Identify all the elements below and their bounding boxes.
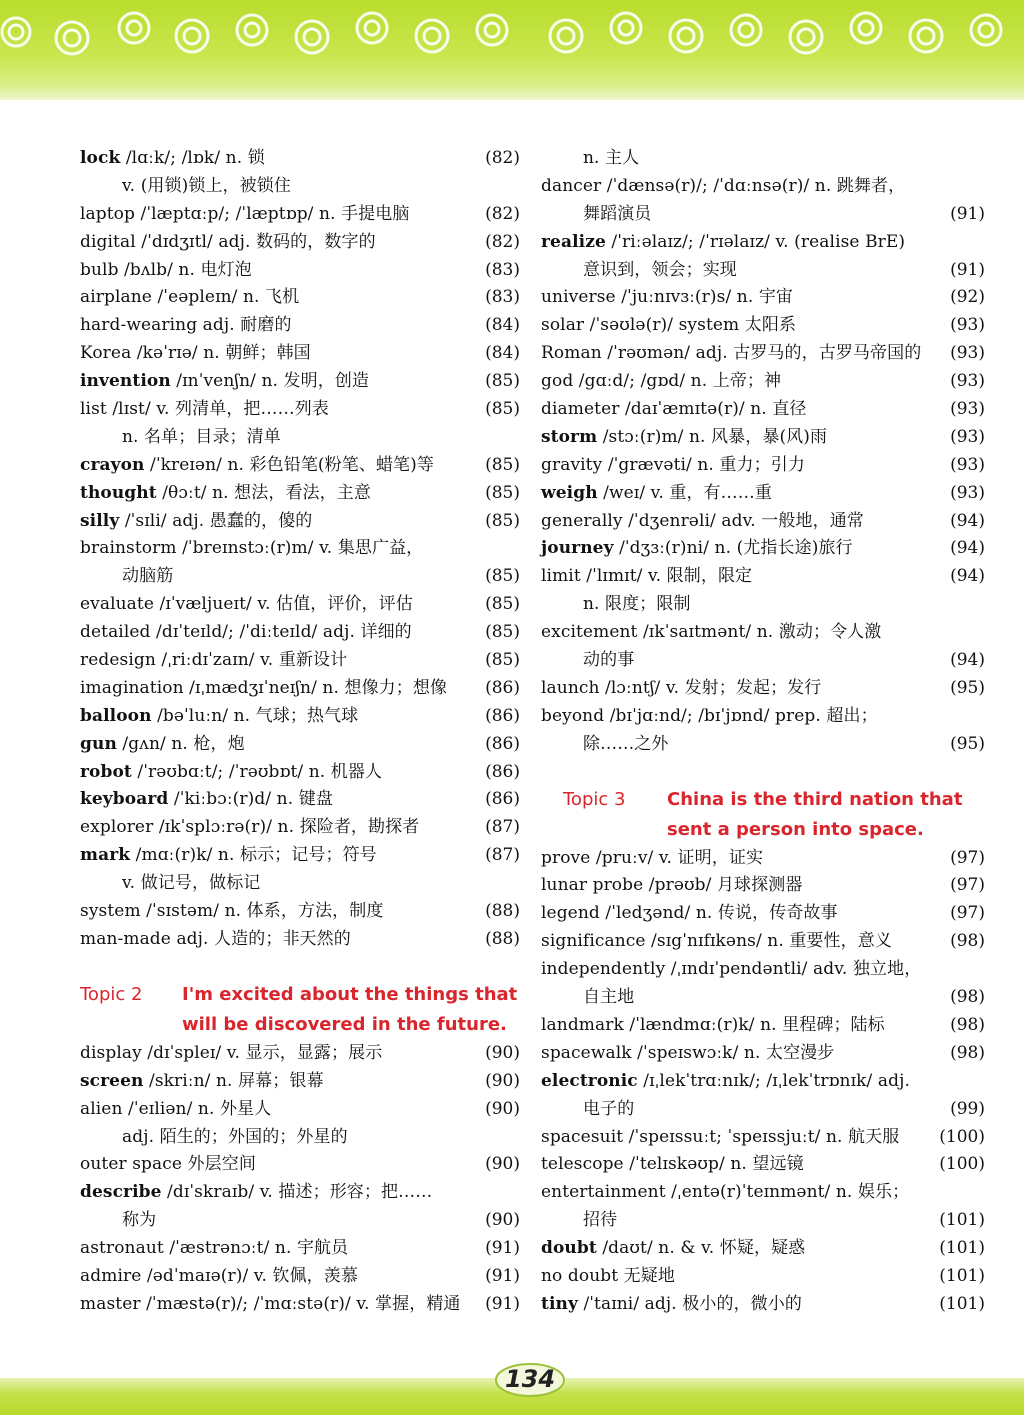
entry-text: system /ˈsɪstəm/ n. 体系，方法，制度 xyxy=(80,901,384,922)
vocab-entry xyxy=(80,535,520,563)
vocab-entry xyxy=(80,1235,520,1263)
entry-text: evaluate /ɪˈvæljueɪt/ v. 估值，评价，评估 xyxy=(80,594,413,615)
entry-page-ref: (85) xyxy=(485,482,520,503)
entry-page-ref: (85) xyxy=(485,622,520,643)
entry-text: thought /θɔːt/ n. 想法，看法，主意 xyxy=(80,482,371,503)
entry-text: hard-wearing adj. 耐磨的 xyxy=(80,315,292,336)
vocab-entry xyxy=(80,368,520,396)
entry-page-ref: (93) xyxy=(950,315,985,336)
vocab-entry xyxy=(80,814,520,842)
vocab-entry xyxy=(541,535,985,563)
vocab-entry xyxy=(541,900,985,928)
entry-page-ref: (86) xyxy=(485,733,520,754)
vocab-entry xyxy=(541,173,985,201)
entry-text: redesign /ˌriːdɪˈzaɪn/ v. 重新设计 xyxy=(80,650,348,671)
entry-text: 电子的 xyxy=(583,1098,635,1119)
entry-text: lunar probe /prəʊb/ 月球探测器 xyxy=(541,875,803,896)
entry-page-ref: (90) xyxy=(485,1210,520,1231)
vocab-entry xyxy=(541,956,985,984)
vocab-entry xyxy=(541,984,985,1012)
entry-text: brainstorm /ˈbreɪnstɔː(r)m/ v. 集思广益， xyxy=(80,538,424,559)
entry-page-ref: (101) xyxy=(939,1210,985,1231)
entry-text: landmark /ˈlændmɑː(r)k/ n. 里程碑；陆标 xyxy=(541,1014,885,1035)
entry-text: digital /ˈdɪdʒɪtl/ adj. 数码的，数字的 xyxy=(80,231,376,252)
vocab-entry xyxy=(541,1151,985,1179)
entry-page-ref: (98) xyxy=(950,931,985,952)
vocab-entry xyxy=(541,201,985,229)
entry-page-ref: (87) xyxy=(485,817,520,838)
entry-page-ref: (86) xyxy=(485,761,520,782)
entry-page-ref: (93) xyxy=(950,454,985,475)
vocab-entry xyxy=(80,396,520,424)
entry-page-ref: (98) xyxy=(950,1042,985,1063)
entry-text: universe /ˈjuːnɪvɜː(r)s/ n. 宇宙 xyxy=(541,287,794,308)
entry-text: 称为 xyxy=(122,1210,157,1231)
entry-page-ref: (95) xyxy=(950,733,985,754)
vocab-entry xyxy=(80,340,520,368)
vocab-entry xyxy=(80,926,520,954)
vocab-entry xyxy=(541,1124,985,1152)
entry-text: telescope /ˈtelɪskəʊp/ n. 望远镜 xyxy=(541,1154,804,1175)
entry-text: excitement /ɪkˈsaɪtmənt/ n. 激动；令人激 xyxy=(541,622,882,643)
entry-text: n. 限度；限制 xyxy=(583,594,691,615)
entry-text: gravity /ˈgrævəti/ n. 重力；引力 xyxy=(541,454,805,475)
vocab-entry xyxy=(541,928,985,956)
entry-text: explorer /ɪkˈsplɔːrə(r)/ n. 探险者，勘探者 xyxy=(80,817,420,838)
entry-page-ref: (94) xyxy=(950,650,985,671)
entry-text: describe /dɪˈskraɪb/ v. 描述；形容；把…… xyxy=(80,1182,433,1203)
entry-text: realize /ˈriːəlaɪz/; /ˈrɪəlaɪz/ v. (realise BrE) xyxy=(541,231,906,252)
entry-page-ref: (90) xyxy=(485,1098,520,1119)
entry-page-ref: (101) xyxy=(939,1265,985,1286)
vocab-entry xyxy=(80,703,520,731)
entry-text: v. 做记号，做标记 xyxy=(122,873,261,894)
vocab-entry xyxy=(80,201,520,229)
vocab-entry xyxy=(80,480,520,508)
entry-page-ref: (93) xyxy=(950,426,985,447)
vocab-entry xyxy=(541,1096,985,1124)
entry-text: alien /ˈeɪliən/ n. 外星人 xyxy=(80,1098,272,1119)
entry-text: independently /ˌɪndɪˈpendəntli/ adv. 独立地， xyxy=(541,959,922,980)
vocab-entry xyxy=(541,872,985,900)
entry-text: crayon /ˈkreɪən/ n. 彩色铅笔(粉笔、蜡笔)等 xyxy=(80,454,434,475)
entry-page-ref: (90) xyxy=(485,1070,520,1091)
vocab-entry xyxy=(80,1124,520,1152)
entry-text: n. 名单；目录；清单 xyxy=(122,426,281,447)
vocab-entry xyxy=(80,173,520,201)
vocab-entry xyxy=(80,312,520,340)
topic-2-heading xyxy=(80,980,520,1040)
entry-text: significance /sɪgˈnɪfɪkəns/ n. 重要性，意义 xyxy=(541,931,892,952)
vocab-entry xyxy=(80,786,520,814)
vocab-entry xyxy=(80,898,520,926)
entry-page-ref: (98) xyxy=(950,1014,985,1035)
entry-page-ref: (97) xyxy=(950,903,985,924)
entry-page-ref: (101) xyxy=(939,1238,985,1259)
vocab-entry xyxy=(80,591,520,619)
vocab-entry xyxy=(541,480,985,508)
entry-page-ref: (82) xyxy=(485,148,520,168)
entry-page-ref: (93) xyxy=(950,482,985,503)
vocab-entry xyxy=(80,508,520,536)
entry-page-ref: (94) xyxy=(950,538,985,559)
topic-title-line2: sent a person into space. xyxy=(667,818,924,840)
vocab-entry xyxy=(541,675,985,703)
vocab-entry xyxy=(541,1235,985,1263)
entry-page-ref: (86) xyxy=(485,789,520,810)
entry-text: bulb /bʌlb/ n. 电灯泡 xyxy=(80,259,252,280)
entry-text: Roman /ˈrəʊmən/ adj. 古罗马的，古罗马帝国的 xyxy=(541,343,922,364)
vocab-list-topic2-cont xyxy=(541,145,985,759)
left-column xyxy=(80,145,520,1319)
entry-text: beyond /bɪˈjɑːnd/; /bɪˈjɒnd/ prep. 超出； xyxy=(541,705,878,726)
header-decoration xyxy=(0,0,1024,100)
entry-text: 招待 xyxy=(583,1210,618,1231)
entry-text: lock /lɑːk/; /lɒk/ n. 锁 xyxy=(80,148,265,168)
entry-page-ref: (95) xyxy=(950,677,985,698)
vocab-entry xyxy=(541,508,985,536)
entry-page-ref: (91) xyxy=(485,1293,520,1314)
vocab-entry xyxy=(541,591,985,619)
vocab-entry xyxy=(541,1012,985,1040)
entry-text: prove /pruːv/ v. 证明，证实 xyxy=(541,847,764,868)
topic-label: Topic 3 xyxy=(563,788,626,810)
entry-text: solar /ˈsəʊlə(r)/ system 太阳系 xyxy=(541,315,797,336)
entry-text: spacewalk /ˈspeɪswɔːk/ n. 太空漫步 xyxy=(541,1042,835,1063)
entry-page-ref: (100) xyxy=(939,1154,985,1175)
entry-text: balloon /bəˈluːn/ n. 气球；热气球 xyxy=(80,705,359,726)
vocab-entry xyxy=(80,424,520,452)
vocab-entry xyxy=(541,145,985,173)
vocab-list-topic3 xyxy=(541,845,985,1319)
vocab-entry xyxy=(541,1179,985,1207)
entry-page-ref: (84) xyxy=(485,343,520,364)
vocab-entry xyxy=(541,396,985,424)
vocab-entry xyxy=(541,731,985,759)
entry-text: screen /skriːn/ n. 屏幕；银幕 xyxy=(80,1070,324,1091)
entry-page-ref: (93) xyxy=(950,343,985,364)
entry-page-ref: (82) xyxy=(485,203,520,224)
entry-page-ref: (98) xyxy=(950,987,985,1008)
vocab-entry xyxy=(80,619,520,647)
vocab-entry xyxy=(80,1179,520,1207)
vocab-entry xyxy=(80,1291,520,1319)
entry-text: diameter /daɪˈæmɪtə(r)/ n. 直径 xyxy=(541,399,807,420)
entry-text: god /gɑːd/; /gɒd/ n. 上帝；神 xyxy=(541,371,782,392)
entry-text: 除……之外 xyxy=(583,733,669,754)
topic-title-line1: China is the third nation that xyxy=(667,788,963,810)
entry-text: robot /ˈrəʊbɑːt/; /ˈrəʊbɒt/ n. 机器人 xyxy=(80,761,383,782)
entry-page-ref: (88) xyxy=(485,928,520,949)
vocab-entry xyxy=(80,1151,520,1179)
entry-text: laptop /ˈlæptɑːp/; /ˈlæptɒp/ n. 手提电脑 xyxy=(80,203,410,224)
entry-page-ref: (86) xyxy=(485,705,520,726)
entry-text: outer space 外层空间 xyxy=(80,1154,256,1175)
vocab-entry xyxy=(80,1096,520,1124)
vocab-entry xyxy=(80,257,520,285)
entry-text: weigh /weɪ/ v. 重，有……重 xyxy=(541,482,772,503)
entry-page-ref: (83) xyxy=(485,287,520,308)
entry-page-ref: (86) xyxy=(485,677,520,698)
vocab-entry xyxy=(541,619,985,647)
entry-page-ref: (101) xyxy=(939,1293,985,1314)
entry-text: master /ˈmæstə(r)/; /ˈmɑːstə(r)/ v. 掌握，精通 xyxy=(80,1293,461,1314)
entry-text: gun /gʌn/ n. 枪，炮 xyxy=(80,733,245,754)
vocab-entry xyxy=(80,284,520,312)
entry-page-ref: (93) xyxy=(950,371,985,392)
entry-page-ref: (93) xyxy=(950,399,985,420)
entry-text: astronaut /ˈæstrənɔːt/ n. 宇航员 xyxy=(80,1238,349,1259)
entry-page-ref: (85) xyxy=(485,594,520,615)
entry-page-ref: (99) xyxy=(950,1098,985,1119)
vocab-entry xyxy=(80,563,520,591)
entry-page-ref: (91) xyxy=(485,1265,520,1286)
entry-text: generally /ˈdʒenrəli/ adv. 一般地，通常 xyxy=(541,510,864,531)
entry-text: imagination /ɪˌmædʒɪˈneɪʃn/ n. 想像力；想像 xyxy=(80,677,448,698)
vocab-entry xyxy=(541,703,985,731)
topic-label: Topic 2 xyxy=(80,983,143,1005)
entry-page-ref: (90) xyxy=(485,1042,520,1063)
entry-text: airplane /ˈeəpleɪn/ n. 飞机 xyxy=(80,287,300,308)
entry-page-ref: (84) xyxy=(485,315,520,336)
vocab-entry xyxy=(80,647,520,675)
entry-text: legend /ˈledʒənd/ n. 传说，传奇故事 xyxy=(541,903,838,924)
entry-text: Korea /kəˈrɪə/ n. 朝鲜；韩国 xyxy=(80,343,311,364)
entry-text: no doubt 无疑地 xyxy=(541,1265,675,1286)
entry-page-ref: (87) xyxy=(485,845,520,866)
vocab-entry xyxy=(541,1040,985,1068)
entry-text: dancer /ˈdænsə(r)/; /ˈdɑːnsə(r)/ n. 跳舞者， xyxy=(541,175,906,196)
vocab-entry xyxy=(541,563,985,591)
entry-page-ref: (91) xyxy=(950,259,985,280)
vocab-entry xyxy=(80,1040,520,1068)
entry-text: entertainment /ˌentə(r)ˈteɪnmənt/ n. 娱乐； xyxy=(541,1182,910,1203)
vocab-entry xyxy=(80,759,520,787)
vocab-entry xyxy=(80,1207,520,1235)
entry-text: 自主地 xyxy=(583,987,635,1008)
entry-text: keyboard /ˈkiːbɔː(r)d/ n. 键盘 xyxy=(80,789,333,810)
vocab-entry xyxy=(541,257,985,285)
vocab-entry xyxy=(80,145,520,173)
entry-page-ref: (83) xyxy=(485,259,520,280)
vocab-entry xyxy=(541,1207,985,1235)
entry-text: v. (用锁)锁上，被锁住 xyxy=(122,175,291,196)
entry-text: invention /ɪnˈvenʃn/ n. 发明，创造 xyxy=(80,371,370,392)
topic-title-line1: I'm excited about the things that xyxy=(182,983,518,1005)
entry-page-ref: (85) xyxy=(485,454,520,475)
entry-text: 舞蹈演员 xyxy=(583,203,652,224)
topic-title-line2: will be discovered in the future. xyxy=(182,1013,507,1035)
entry-page-ref: (97) xyxy=(950,875,985,896)
entry-text: electronic /ɪˌlekˈtrɑːnɪk/; /ɪˌlekˈtrɒnɪk/ adj. xyxy=(541,1070,910,1091)
entry-text: storm /stɔː(r)m/ n. 风暴，暴(风)雨 xyxy=(541,426,828,447)
entry-page-ref: (85) xyxy=(485,650,520,671)
vocab-entry xyxy=(80,1068,520,1096)
entry-text: 动脑筋 xyxy=(122,566,174,587)
vocab-entry xyxy=(80,870,520,898)
entry-text: admire /ədˈmaɪə(r)/ v. 钦佩，羡慕 xyxy=(80,1265,358,1286)
entry-page-ref: (85) xyxy=(485,566,520,587)
entry-page-ref: (82) xyxy=(485,231,520,252)
entry-text: detailed /dɪˈteɪld/; /ˈdiːteɪld/ adj. 详细的 xyxy=(80,622,412,643)
vocab-list-topic1 xyxy=(80,145,520,954)
vocab-entry xyxy=(541,368,985,396)
vocab-entry xyxy=(80,452,520,480)
vocab-entry xyxy=(541,424,985,452)
vocab-entry xyxy=(541,229,985,257)
page-number: 134 xyxy=(494,1360,566,1398)
entry-text: adj. 陌生的；外国的；外星的 xyxy=(122,1126,348,1147)
entry-page-ref: (90) xyxy=(485,1154,520,1175)
vocab-entry xyxy=(541,1263,985,1291)
vocab-entry xyxy=(541,284,985,312)
entry-text: limit /ˈlɪmɪt/ v. 限制，限定 xyxy=(541,566,753,587)
vocab-list-topic2 xyxy=(80,1040,520,1319)
entry-text: mark /mɑː(r)k/ n. 标示；记号；符号 xyxy=(80,845,377,866)
entry-page-ref: (94) xyxy=(950,510,985,531)
vocab-entry xyxy=(80,1263,520,1291)
vocab-entry xyxy=(541,452,985,480)
vocab-entry xyxy=(80,731,520,759)
vocab-entry xyxy=(541,647,985,675)
entry-text: journey /ˈdʒɜː(r)ni/ n. (尤指长途)旅行 xyxy=(541,538,853,559)
vocab-entry xyxy=(541,1068,985,1096)
entry-page-ref: (97) xyxy=(950,847,985,868)
vocab-entry xyxy=(80,842,520,870)
vocab-entry xyxy=(541,1291,985,1319)
vocab-entry xyxy=(541,340,985,368)
vocab-entry xyxy=(80,675,520,703)
entry-page-ref: (92) xyxy=(950,287,985,308)
entry-page-ref: (88) xyxy=(485,901,520,922)
entry-text: list /lɪst/ v. 列清单，把……列表 xyxy=(80,399,329,420)
entry-page-ref: (91) xyxy=(950,203,985,224)
entry-page-ref: (85) xyxy=(485,371,520,392)
vocab-entry xyxy=(541,312,985,340)
entry-text: launch /lɔːntʃ/ v. 发射；发起；发行 xyxy=(541,677,822,698)
right-column xyxy=(541,145,985,1319)
entry-page-ref: (94) xyxy=(950,566,985,587)
entry-text: 动的事 xyxy=(583,650,635,671)
entry-text: man-made adj. 人造的；非天然的 xyxy=(80,928,351,949)
vocab-entry xyxy=(80,229,520,257)
entry-page-ref: (91) xyxy=(485,1238,520,1259)
entry-text: spacesuit /ˈspeɪssuːt; ˈspeɪssjuːt/ n. 航天服 xyxy=(541,1126,900,1147)
entry-text: silly /ˈsɪli/ adj. 愚蠢的，傻的 xyxy=(80,510,313,531)
entry-text: doubt /daʊt/ n. & v. 怀疑，疑惑 xyxy=(541,1238,806,1259)
entry-page-ref: (85) xyxy=(485,399,520,420)
entry-page-ref: (100) xyxy=(939,1126,985,1147)
entry-text: tiny /ˈtaɪni/ adj. 极小的，微小的 xyxy=(541,1293,802,1314)
circles-pattern-icon xyxy=(0,0,1024,70)
entry-page-ref: (85) xyxy=(485,510,520,531)
topic-3-heading xyxy=(541,785,985,845)
vocab-entry xyxy=(541,845,985,873)
entry-text: n. 主人 xyxy=(583,148,640,168)
entry-text: 意识到，领会；实现 xyxy=(583,259,737,280)
entry-text: display /dɪˈspleɪ/ v. 显示，显露；展示 xyxy=(80,1042,383,1063)
